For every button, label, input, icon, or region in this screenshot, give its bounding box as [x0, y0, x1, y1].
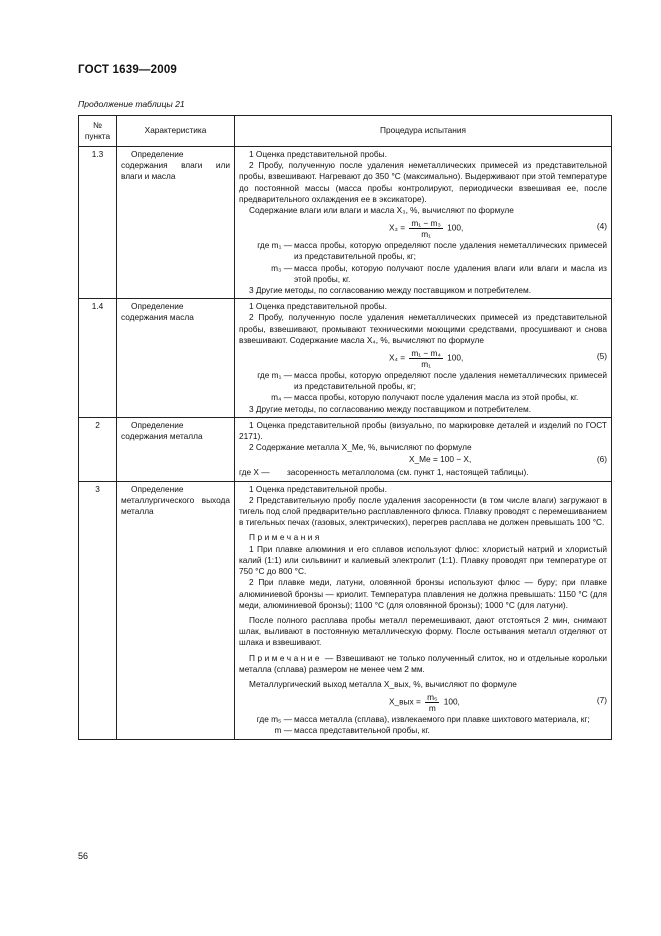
procedure-paragraph: 1 Оценка представительной пробы (визуально, по маркировке деталей и изделий по ГОСТ 2171). [239, 419, 607, 442]
legend-key: где m₁ — [257, 370, 292, 381]
table-row [79, 481, 612, 739]
procedure-cell [235, 481, 612, 739]
formula-6 [239, 453, 607, 467]
notes-heading: Примечания [249, 532, 322, 543]
legend-key: m₄ — [271, 392, 292, 403]
characteristic: Определение содержания металла [117, 417, 235, 481]
item-number: 3 [79, 481, 117, 739]
formula-rhs: 100, [443, 696, 460, 707]
legend-key: где m₅ — [256, 714, 292, 725]
procedure-paragraph: После полного расплава пробы металл перемешивают, дают отстояться 2 мин, снимают шлак, выливают в постоянную металлическую форму. После остывания металл отделяют от шлака и взвешивают. [239, 614, 607, 648]
header-procedure: Процедура испытания [235, 116, 612, 147]
equation-number: (5) [596, 351, 607, 362]
formula-lhs: X₃ = [389, 222, 406, 233]
formula-legend-item [239, 725, 607, 736]
legend-key: m₃ — [271, 262, 292, 273]
fraction-numerator: m₁ − m₄ [411, 348, 441, 359]
legend-key: где X — [239, 467, 270, 478]
characteristic: Определение содержания влаги или влаги и масла [117, 147, 235, 299]
page-number: 56 [78, 851, 89, 861]
note-paragraph: 2 При плавке меди, латуни, оловянной бронзы используют флюс — буру; при плавке алюминиевой бронзы — криолит. Температура плавления не должна превышать: 1150 °С (для меди, алюминиевой бронзы); 1100 °С (для оловянной бронзы); 1000 °С (для латуни). [239, 577, 607, 610]
procedure-paragraph: 3 Другие методы, по согласованию между поставщиком и потребителем. [249, 403, 532, 414]
table-row [79, 417, 612, 481]
legend-text: масса пробы, которую получают после удаления влаги или влаги и масла из этой пробы, кг. [294, 262, 607, 284]
formula-legend-item [239, 370, 607, 392]
header-item-number: № пункта [79, 116, 117, 147]
legend-text: масса пробы, которую определяют после удаления неметаллических примесей из представительной пробы, кг; [294, 370, 607, 392]
procedure-cell [235, 417, 612, 481]
fraction-numerator: m₅ [427, 692, 438, 703]
procedure-paragraph: 2 Содержание металла X_Me, %, вычисляют по формуле [249, 442, 472, 453]
procedure-cell [235, 299, 612, 418]
equation-number: (4) [596, 221, 607, 232]
formula-rhs: 100, [447, 352, 464, 363]
formula-text: X_Me = 100 − X, [409, 454, 472, 465]
formula-fraction [409, 348, 442, 369]
formula-lhs: X_вых = [389, 696, 421, 707]
table-row [79, 147, 612, 299]
procedure-paragraph: 2 Пробу, полученную после удаления неметаллических примесей из представительной пробы, взвешивают. Нагревают до 350 °С (максимально). Выдерживают при этой температуре до постоянной массы (масса пробы контролируют, периодически взвешивая ее, после предварительного охлаждения ее в эксикаторе). [239, 160, 607, 204]
fraction-numerator: m₁ − m₃ [411, 218, 441, 229]
equation-number: (6) [596, 454, 607, 465]
formula-legend-item [239, 714, 607, 725]
note-paragraph: 1 При плавке алюминия и его сплавов используют флюс: хлористый натрий и хлористый калий (1:1) или сильвинит и калиевый электролит (1:1). Плавку проводят при температуре от 750 °С до 800 °С. [239, 543, 607, 577]
legend-key: m — [274, 725, 292, 736]
procedure-paragraph: 3 Другие методы, по согласованию между поставщиком и потребителем. [249, 285, 532, 296]
procedure-cell [235, 147, 612, 299]
note-paragraph [239, 653, 607, 675]
table-caption: Продолжение таблицы 21 [78, 99, 185, 109]
item-number: 1.3 [79, 147, 117, 299]
formula-legend-item [239, 467, 607, 478]
legend-text: масса пробы, которую получают после удаления масла из этой пробы, кг. [294, 392, 579, 403]
formula-7 [239, 690, 607, 714]
procedure-paragraph: 1 Оценка представительной пробы. [249, 301, 387, 312]
formula-5 [239, 346, 607, 370]
formula-legend-item [239, 263, 607, 285]
legend-text: масса пробы, которую определяют после удаления неметаллических примесей из представительной пробы, кг; [294, 240, 607, 262]
formula-legend-item [239, 392, 607, 403]
legend-key: где m₁ — [257, 240, 292, 251]
legend-text: масса представительной пробы, кг. [294, 725, 430, 736]
formula-lhs: X₄ = [389, 352, 406, 363]
procedure-paragraph: 2 Пробу, полученную после удаления неметаллических примесей из представительной пробы, взвешивают, промывают техническими моющими средствами, просушивают и снова взвешивают. Содержание масла X₄, %, вычисляют по формуле [239, 312, 607, 345]
header-characteristic: Характеристика [117, 116, 235, 147]
test-procedure-table [78, 115, 612, 740]
formula-fraction [425, 692, 439, 713]
characteristic: Определение металлургического выхода металла [117, 481, 235, 739]
item-number: 2 [79, 417, 117, 481]
formula-legend-item [239, 240, 607, 262]
document-title: ГОСТ 1639—2009 [78, 64, 178, 76]
formula-fraction [409, 218, 442, 239]
procedure-paragraph: Металлургический выход металла X_вых, %, вычисляют по формуле [249, 678, 517, 689]
item-number: 1.4 [79, 299, 117, 418]
equation-number: (7) [596, 695, 607, 706]
legend-text: масса металла (сплава), извлекаемого при плавке шихтового материала, кг; [294, 714, 590, 725]
fraction-denominator: m₁ [421, 359, 431, 370]
formula-rhs: 100, [447, 222, 464, 233]
table-row [79, 299, 612, 418]
note-text: — Взвешивают не только полученный слиток, но и отдельные корольки металла (сплава) размером не менее чем 2 мм. [239, 652, 607, 674]
characteristic: Определение содержания масла [117, 299, 235, 418]
fraction-denominator: m₁ [421, 229, 431, 240]
table-header-row [79, 116, 612, 147]
formula-4 [239, 216, 607, 240]
fraction-denominator: m [428, 703, 436, 714]
procedure-paragraph: Содержание влаги или влаги и масла X₃, %, вычисляют по формуле [249, 205, 514, 216]
note-label: Примечание [249, 652, 323, 663]
procedure-paragraph: 1 Оценка представительной пробы. [249, 149, 387, 159]
procedure-paragraph: 1 Оценка представительной пробы. [249, 483, 387, 494]
legend-text: засоренность металлолома (см. пункт 1, настоящей таблицы). [287, 467, 529, 478]
procedure-paragraph: 2 Представительную пробу после удаления засоренности (в том числе влаги) загружают в тигель под слой предварительно расплавленного флюса. Плавку проводят с перемешиванием в тигельных печах (газовых, электрических), перегрев расплава не должен превышать 100 °С. [239, 494, 607, 528]
